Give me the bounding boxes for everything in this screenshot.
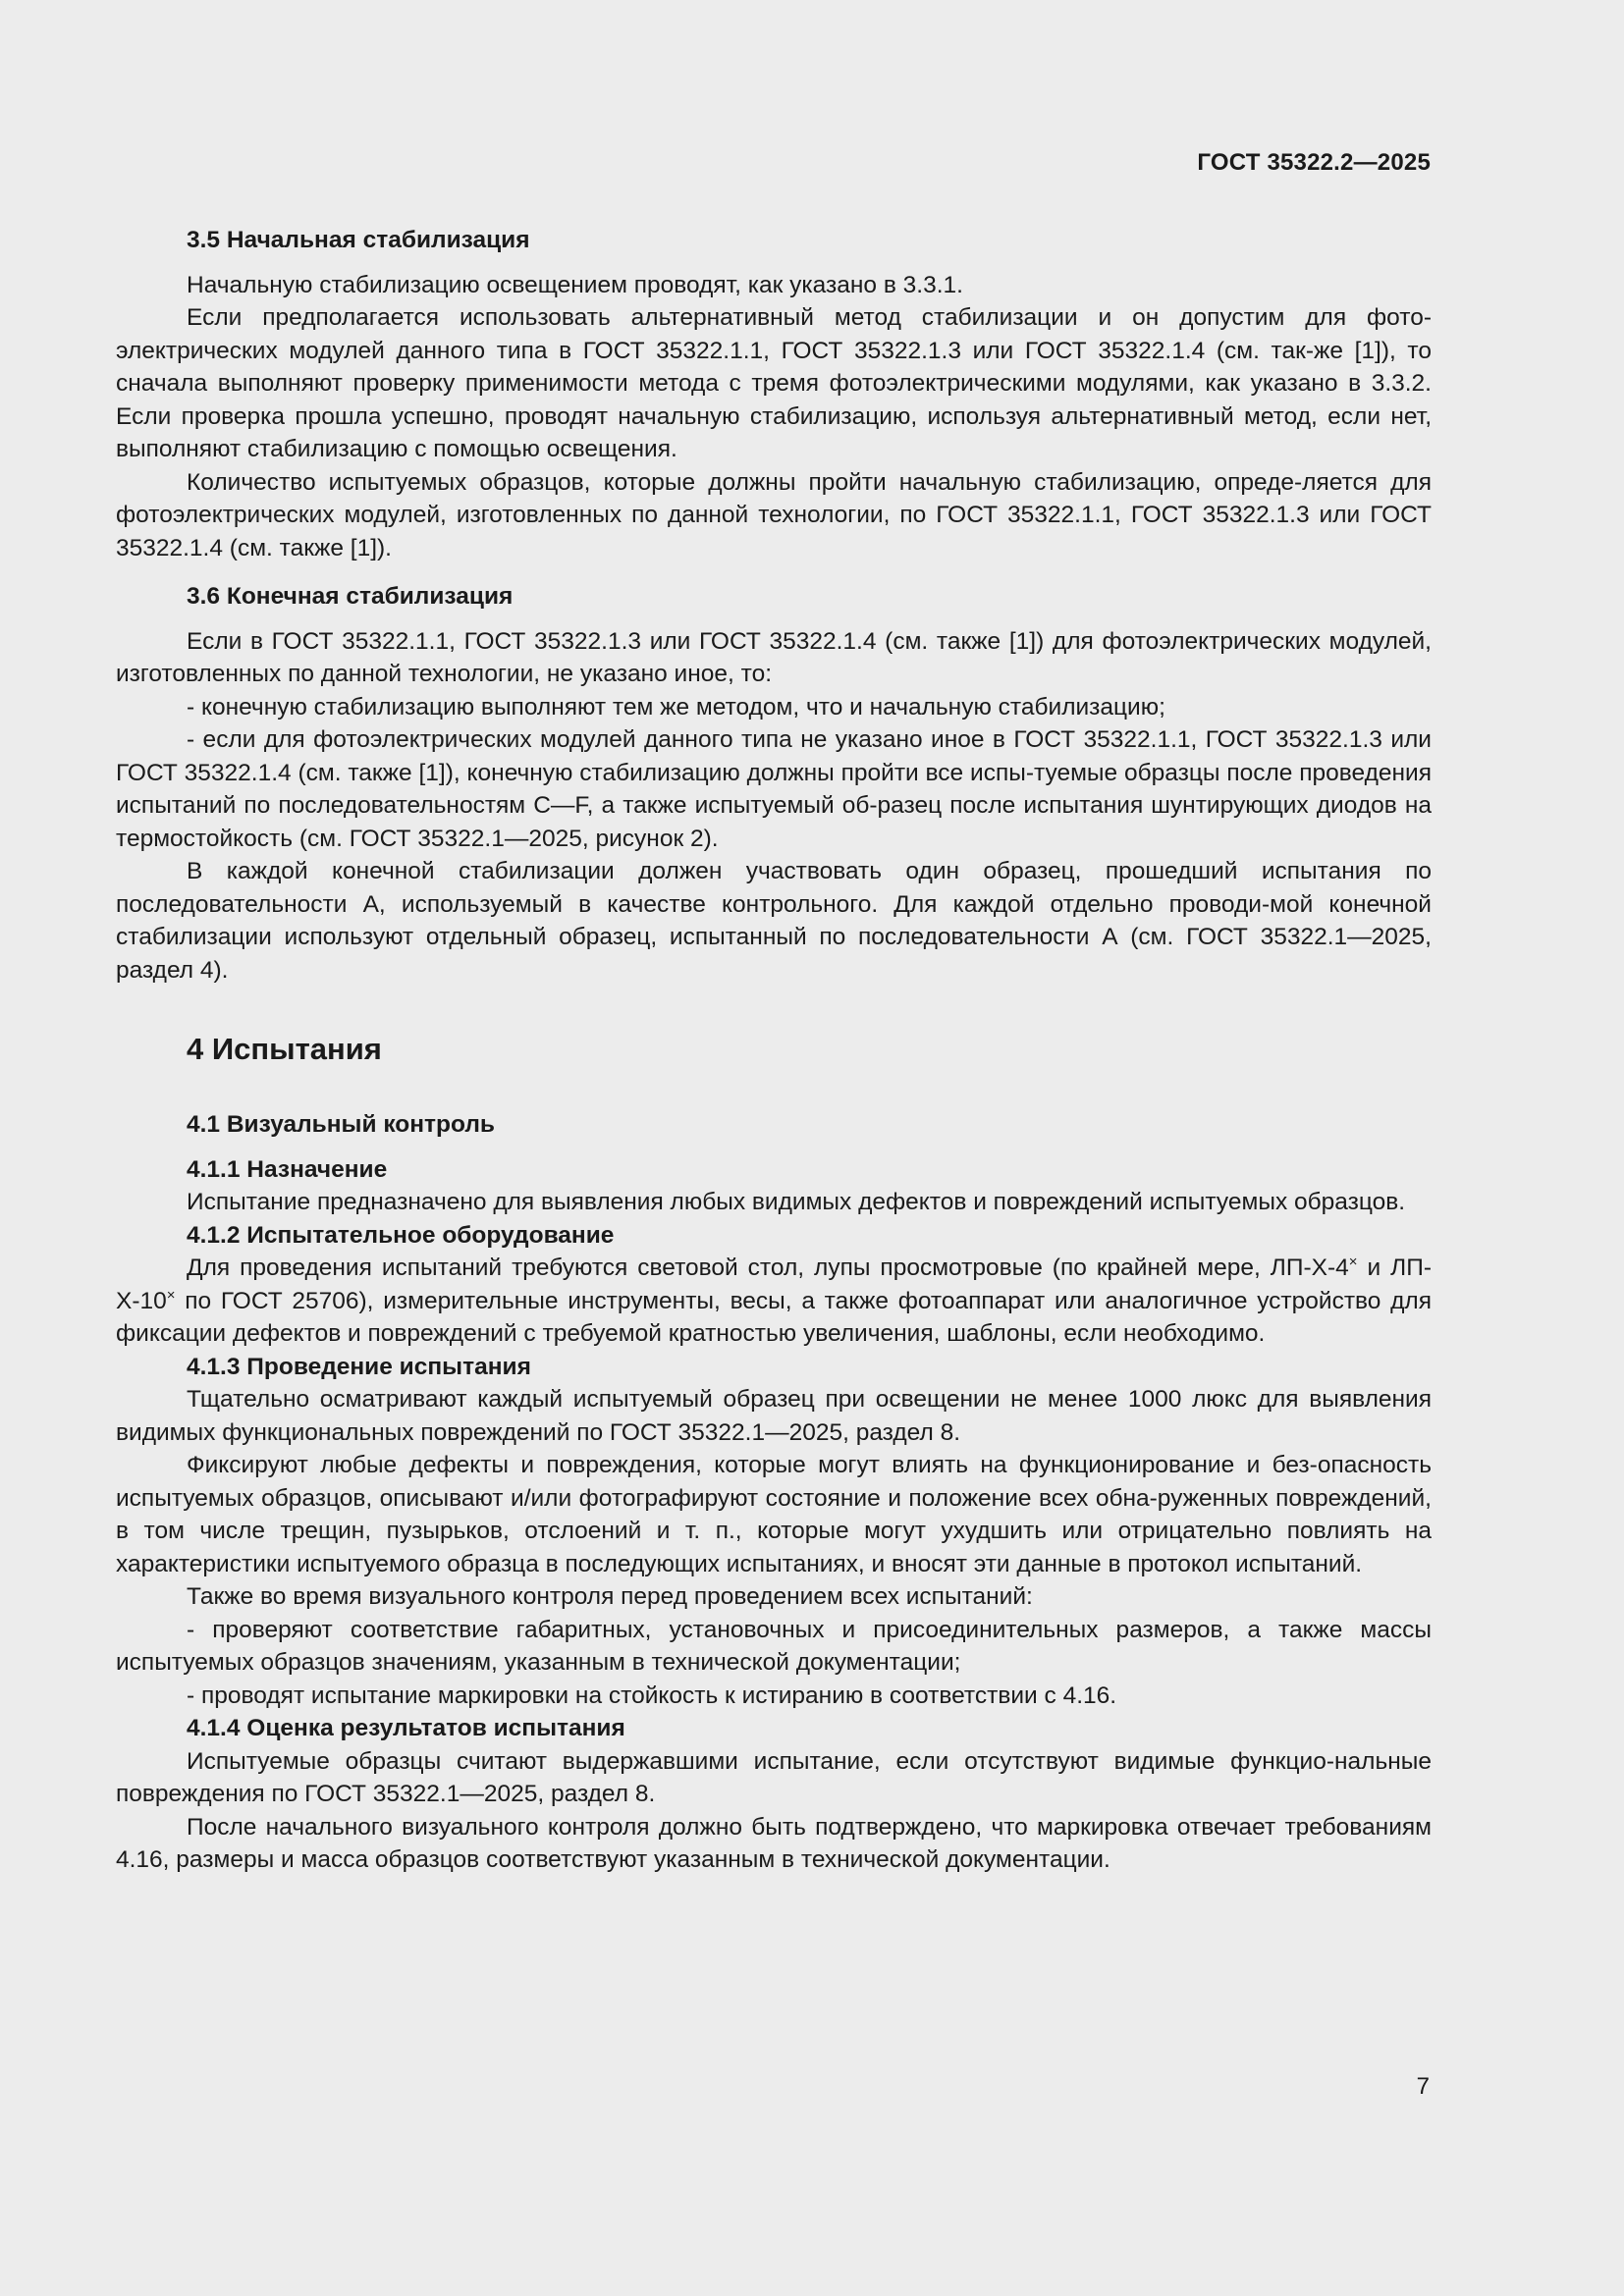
section-4-1-4-heading: 4.1.4 Оценка результатов испытания	[187, 1715, 625, 1741]
section-3-5-heading: 3.5 Начальная стабилизация	[187, 227, 530, 253]
section-4-1-3-paragraph-3: Также во время визуального контроля перед проведением всех испытаний:	[187, 1583, 1033, 1610]
section-4-1-3-list-item-2: - проводят испытание маркировки на стойкость к истиранию в соответствии с 4.16.	[187, 1682, 1117, 1709]
section-4-heading: 4 Испытания	[187, 1032, 382, 1066]
magnification-superscript: ×	[166, 1286, 176, 1304]
section-3-6-paragraph-1: Если в ГОСТ 35322.1.1, ГОСТ 35322.1.3 или ГОСТ 35322.1.4 (см. также [1]) для фотоэлектрических модулей, изготовленных по данной технологии, не указано иное, то:	[116, 627, 1432, 687]
section-3-5-paragraph-1: Начальную стабилизацию освещением проводят, как указано в 3.3.1.	[187, 271, 963, 298]
document-body	[116, 224, 1432, 1877]
section-4-1-2-heading: 4.1.2 Испытательное оборудование	[187, 1221, 615, 1249]
section-3-5-paragraph-3: Количество испытуемых образцов, которые должны пройти начальную стабилизацию, опреде-ляется для фотоэлектрических модулей, изготовленных по данной технологии, по ГОСТ 35322.1.1, ГОСТ 35322.1.3 или ГОСТ 35322.1.4 (см. также [1]).	[116, 468, 1432, 561]
section-3-6-list-item-2: - если для фотоэлектрических модулей данного типа не указано иное в ГОСТ 35322.1.1, ГОСТ 35322.1.3 или ГОСТ 35322.1.4 (см. также [1]), конечную стабилизацию должны пройти все испы-туемые образцы после проведения испытаний по последовательностям С—F, а также испытуемый об-разец после испытания шунтирующих диодов на термостойкость (см. ГОСТ 35322.1—2025, рисунок 2).	[116, 726, 1432, 852]
section-4-1-2-paragraph: Для проведения испытаний требуются световой стол, лупы просмотровые (по крайней мере, ЛП-Х-4× и ЛП-Х-10× по ГОСТ 25706), измерительные инструменты, весы, а также фотоаппарат или аналогичное устройство для фиксации дефектов и повреждений с требуемой кратностью увеличения, шаблоны, если необходимо.	[116, 1254, 1432, 1347]
section-3-5-paragraph-2: Если предполагается использовать альтернативный метод стабилизации и он допустим для фото-электрических модулей данного типа в ГОСТ 35322.1.1, ГОСТ 35322.1.3 или ГОСТ 35322.1.4 (см. так-же [1]), то сначала выполняют проверку применимости метода с тремя фотоэлектрическими модулями, как указано в 3.3.2. Если проверка прошла успешно, проводят начальную стабилизацию, используя альтернативный метод, если нет, выполняют стабилизацию с помощью освещения.	[116, 304, 1432, 462]
section-4-1-3-heading: 4.1.3 Проведение испытания	[187, 1353, 531, 1380]
section-4-1-4-paragraph-2: После начального визуального контроля должно быть подтверждено, что маркировка отвечает требованиям 4.16, размеры и масса образцов соответствуют указанным в технической документации.	[116, 1813, 1432, 1873]
section-4-1-3-paragraph-1: Тщательно осматривают каждый испытуемый образец при освещении не менее 1000 люкс для выявления видимых функциональных повреждений по ГОСТ 35322.1—2025, раздел 8.	[116, 1386, 1432, 1446]
page-number: 7	[1416, 2073, 1430, 2100]
section-3-6-paragraph-2: В каждой конечной стабилизации должен участвовать один образец, прошедший испытания по последовательности А, используемый в качестве контрольного. Для каждой отдельно проводи-мой конечной стабилизации используют отдельный образец, испытанный по последовательности А (см. ГОСТ 35322.1—2025, раздел 4).	[116, 858, 1432, 984]
section-4-1-heading: 4.1 Визуальный контроль	[187, 1111, 495, 1138]
section-4-1-3-paragraph-2: Фиксируют любые дефекты и повреждения, которые могут влиять на функционирование и без-опасность испытуемых образцов, описывают и/или фотографируют состояние и положение всех обна-руженных повреждений, в том числе трещин, пузырьков, отслоений и т. п., которые могут ухудшить или отрицательно повлиять на характеристики испытуемого образца в последующих испытаниях, и вносят эти данные в протокол испытаний.	[116, 1452, 1432, 1577]
section-4-1-1-heading: 4.1.1 Назначение	[187, 1155, 388, 1183]
section-4-1-1-paragraph: Испытание предназначено для выявления любых видимых дефектов и повреждений испытуемых образцов.	[187, 1189, 1406, 1215]
magnification-superscript: ×	[1348, 1254, 1358, 1270]
section-4-1-3-list-item-1: - проверяют соответствие габаритных, установочных и присоединительных размеров, а также массы испытуемых образцов значениям, указанным в технической документации;	[116, 1616, 1432, 1676]
section-3-6-heading: 3.6 Конечная стабилизация	[187, 583, 514, 610]
section-4-1-4-paragraph-1: Испытуемые образцы считают выдержавшими испытание, если отсутствуют видимые функцио-нальные повреждения по ГОСТ 35322.1—2025, раздел 8.	[116, 1747, 1432, 1807]
section-3-6-list-item-1: - конечную стабилизацию выполняют тем же методом, что и начальную стабилизацию;	[187, 693, 1165, 721]
standard-header: ГОСТ 35322.2—2025	[1197, 149, 1431, 176]
